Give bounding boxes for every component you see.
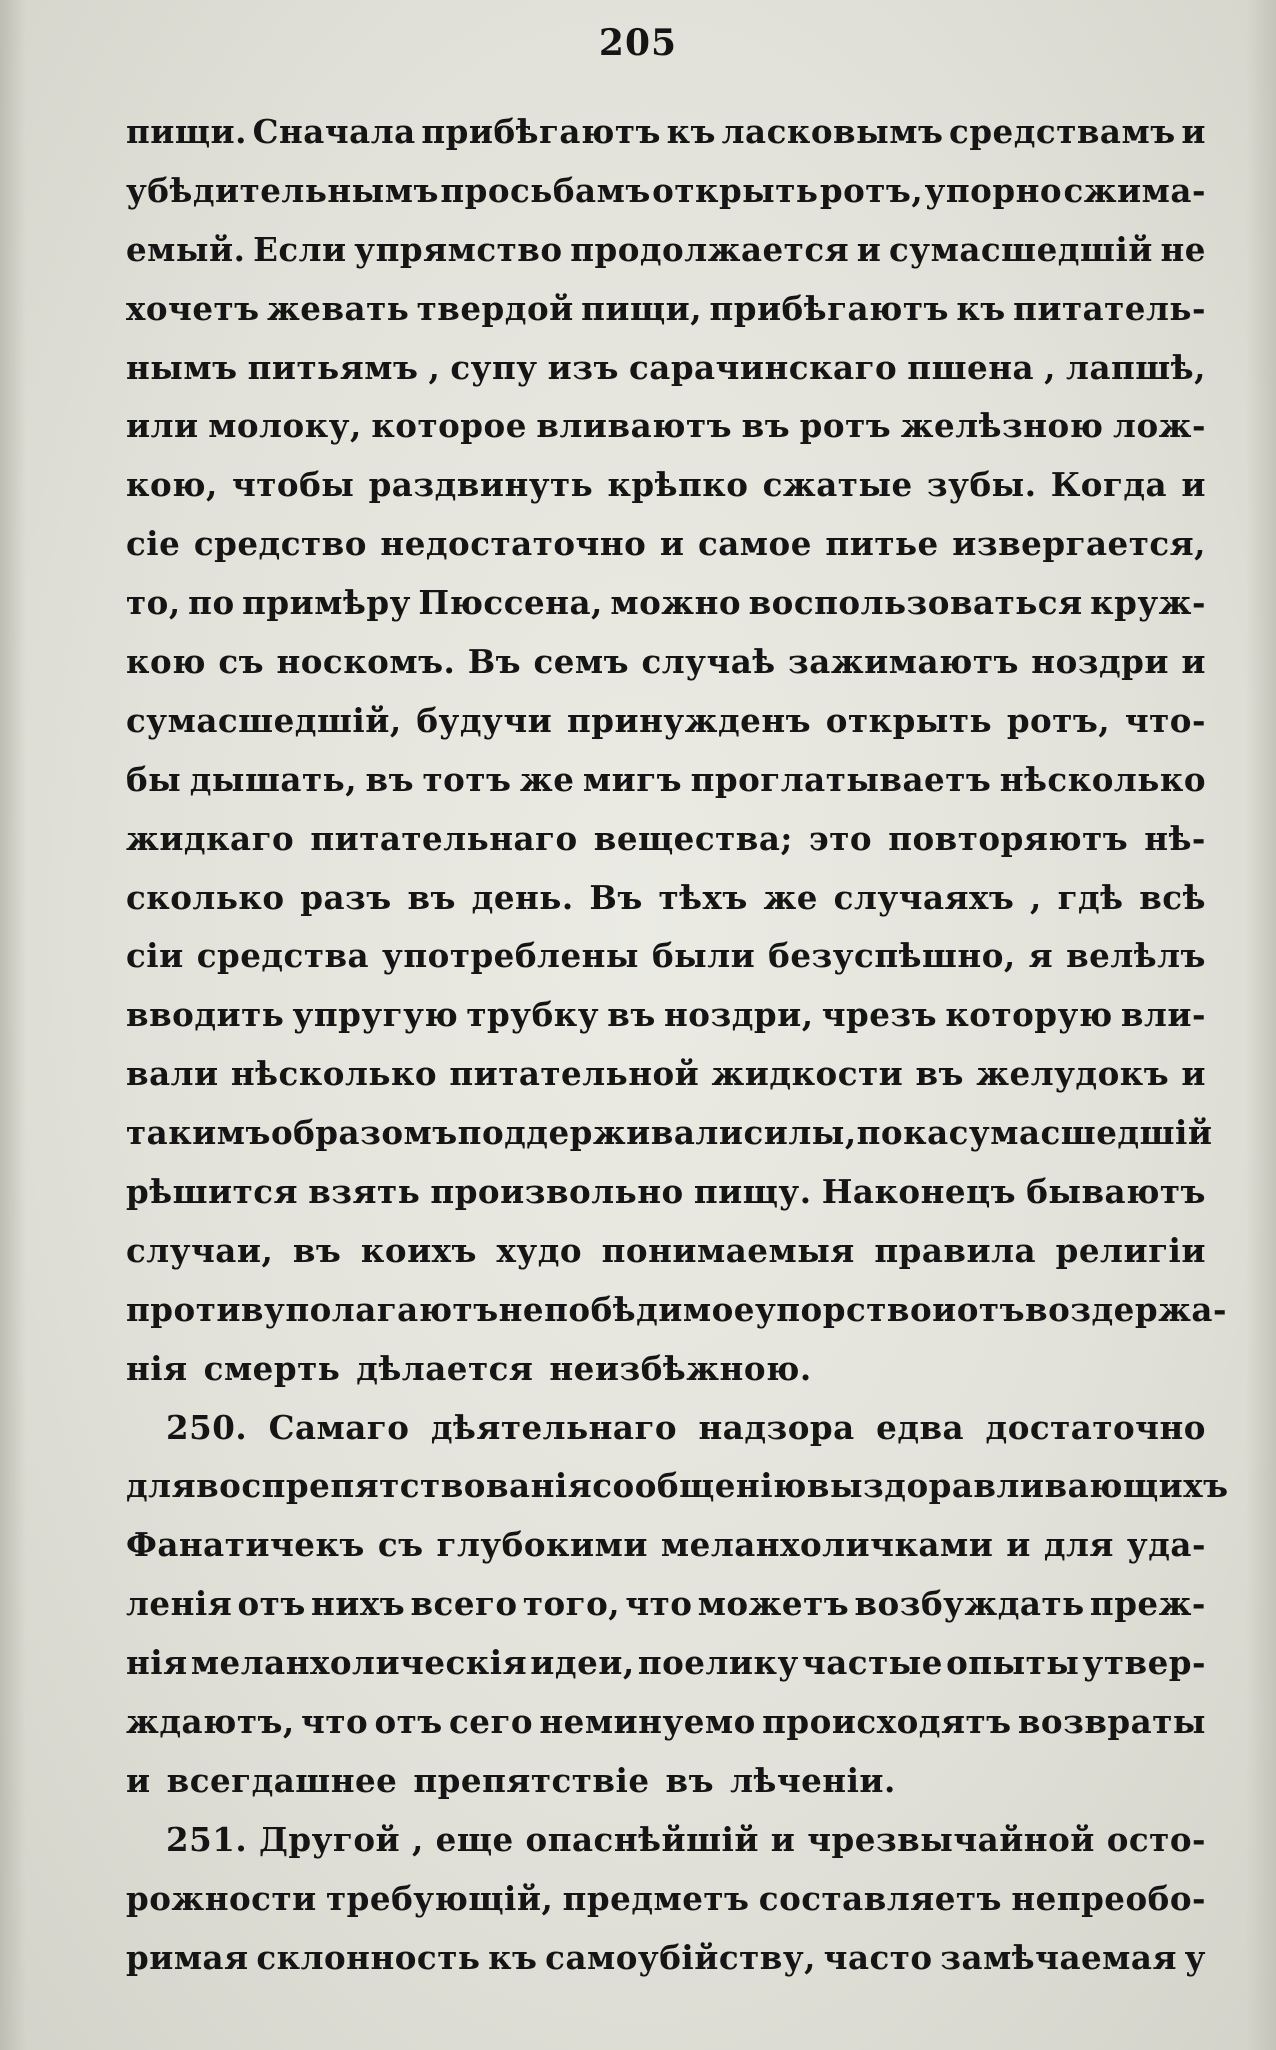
word: отъ — [956, 1289, 1025, 1329]
word: и — [932, 1289, 957, 1329]
word: рѣшится — [126, 1172, 299, 1212]
word: непобѣдимое — [498, 1289, 755, 1329]
word: дышать, — [189, 759, 358, 799]
word: и — [659, 524, 685, 564]
word: идеи, — [530, 1643, 635, 1683]
text-line — [126, 1938, 1206, 1997]
word: происходятъ — [762, 1702, 1012, 1742]
word: сіи — [126, 936, 184, 976]
word: гдѣ — [1057, 877, 1124, 917]
word: нихъ — [311, 1584, 406, 1624]
text-line — [126, 1289, 1227, 1349]
word: понимаемыя — [601, 1230, 855, 1270]
text-line — [126, 1525, 1206, 1584]
word: нымъ — [126, 347, 238, 387]
word: пищи. — [126, 112, 247, 151]
word: кою — [126, 642, 206, 682]
word: открыть — [652, 170, 819, 210]
word: у — [1184, 1937, 1206, 1977]
word: составляетъ — [758, 1878, 1002, 1918]
word: можетъ — [697, 1584, 850, 1624]
word: , — [1030, 877, 1042, 917]
word: и — [856, 229, 882, 269]
word: же — [519, 759, 575, 799]
word: по — [188, 583, 235, 623]
word: въ — [607, 995, 656, 1035]
word: питьямъ — [247, 347, 419, 387]
word: были — [651, 936, 756, 976]
word: и — [1006, 1525, 1031, 1565]
word: которую — [945, 995, 1113, 1035]
word: хочетъ — [126, 288, 260, 328]
word: нѣ- — [1144, 818, 1206, 858]
word: къ — [488, 1937, 538, 1977]
word: сколько — [126, 877, 285, 917]
word: еще — [435, 1819, 514, 1859]
word: жидкости — [711, 1054, 904, 1094]
word: твердой — [416, 288, 574, 328]
word: лѣченіи. — [730, 1760, 896, 1800]
word: требующій, — [326, 1878, 554, 1918]
word: въ — [665, 1760, 715, 1800]
word: религіи — [1055, 1230, 1206, 1270]
word: неминуемо — [539, 1702, 756, 1742]
word: и — [126, 1760, 151, 1800]
word: которое — [371, 406, 527, 446]
word: бы — [126, 759, 182, 799]
word: будучи — [416, 700, 553, 740]
word: продолжается — [570, 229, 850, 269]
word: я — [1028, 936, 1054, 976]
word: лапшѣ, — [1066, 347, 1206, 387]
word: отъ — [374, 1702, 443, 1742]
text-line — [126, 1761, 1206, 1820]
word: глубокими — [436, 1525, 648, 1565]
word: склонность — [256, 1937, 481, 1977]
word: взять — [308, 1172, 421, 1212]
word: дѣятельнаго — [430, 1407, 678, 1447]
word: всѣ — [1139, 877, 1206, 917]
text-line — [126, 1408, 1206, 1467]
word: выздоравливающихъ — [806, 1466, 1229, 1506]
word: для — [1043, 1525, 1114, 1565]
word: тотъ — [422, 759, 512, 799]
word: частые — [801, 1643, 943, 1683]
word: пока — [856, 1113, 949, 1153]
word: такимъ — [126, 1113, 271, 1153]
word: упорство — [754, 1289, 933, 1329]
word: семъ — [533, 642, 630, 682]
text-line — [126, 1466, 1229, 1525]
text-line — [126, 1879, 1206, 1938]
word: непреобо- — [1011, 1878, 1206, 1918]
word: силы, — [743, 1113, 857, 1153]
word: поддерживали — [457, 1113, 744, 1153]
word: препятствіе — [413, 1760, 650, 1800]
word: Пюссена, — [418, 583, 603, 623]
word: жидкаго — [126, 818, 295, 858]
word: же — [763, 877, 818, 917]
word: Самаго — [268, 1407, 410, 1447]
text-line — [126, 1113, 1213, 1172]
word: или — [126, 406, 199, 446]
text-line — [126, 936, 1206, 995]
word: день. — [471, 877, 574, 917]
word: молоку, — [208, 406, 362, 446]
text-line — [126, 1349, 1206, 1408]
text-line — [126, 348, 1206, 407]
word: коихъ — [360, 1230, 477, 1270]
text-line — [126, 230, 1206, 289]
word: емый. — [126, 229, 246, 269]
word: и — [1181, 1054, 1206, 1094]
word: принужденъ — [566, 700, 812, 740]
word: тѣхъ — [658, 877, 748, 917]
word: трубку — [466, 995, 600, 1035]
word: римая — [126, 1937, 249, 1977]
text-line — [126, 1643, 1206, 1702]
word: Когда — [1050, 465, 1168, 505]
word: употреблены — [382, 936, 639, 976]
text-line — [126, 1231, 1206, 1290]
text-line — [126, 995, 1206, 1054]
word: ноздри, — [664, 995, 814, 1035]
word: сжатые — [762, 465, 913, 505]
word: вливаютъ — [536, 406, 733, 446]
text-line — [126, 642, 1206, 701]
word: нѣсколько — [999, 759, 1206, 799]
word: желѣзною — [900, 406, 1104, 446]
word: просьбамъ — [440, 170, 651, 210]
word: прибѣгаютъ — [709, 288, 949, 328]
word: и — [1181, 465, 1206, 505]
word: Если — [253, 229, 347, 269]
word: упругую — [292, 995, 459, 1035]
word: повторяютъ — [888, 818, 1129, 858]
word: Другой — [259, 1819, 401, 1859]
word: ждаютъ, — [126, 1702, 295, 1742]
word: воспользоваться — [748, 583, 1083, 623]
text-line — [126, 406, 1206, 465]
word: изъ — [547, 347, 619, 387]
word: упорно — [924, 170, 1063, 210]
word: сіе — [126, 524, 181, 564]
word: сарачинскаго — [628, 347, 898, 387]
word: что — [625, 1584, 693, 1624]
body-text — [126, 112, 1229, 1997]
text-line — [126, 583, 1206, 642]
word: велѣлъ — [1066, 936, 1206, 976]
word: правила — [874, 1230, 1037, 1270]
word: 251. — [166, 1819, 248, 1859]
word: воспрепятствованія — [196, 1466, 593, 1506]
word: питательной — [449, 1054, 700, 1094]
word: Наконецъ — [821, 1172, 1017, 1212]
scan-shadow-left — [0, 0, 26, 2050]
word: жевать — [266, 288, 410, 328]
word: средство — [193, 524, 367, 564]
word: отъ — [237, 1584, 306, 1624]
text-line — [126, 524, 1206, 583]
word: и — [1181, 112, 1206, 151]
word: носкомъ. — [276, 642, 456, 682]
word: желудокъ — [976, 1054, 1170, 1094]
word: сжима- — [1063, 170, 1206, 210]
word: меланхолическія — [190, 1643, 528, 1683]
word: и — [1181, 642, 1206, 682]
word: ротъ, — [819, 170, 924, 210]
word: дѣлается — [356, 1348, 534, 1388]
text-line — [126, 171, 1206, 230]
word: это — [809, 818, 873, 858]
page-number: 205 — [598, 22, 678, 64]
word: утвер- — [1082, 1643, 1206, 1683]
text-line — [126, 1820, 1206, 1879]
word: для — [126, 1466, 197, 1506]
word: чтобы — [232, 465, 355, 505]
word: что- — [1124, 700, 1206, 740]
word: вали — [126, 1054, 219, 1094]
word: часто — [823, 1937, 933, 1977]
text-line — [126, 465, 1206, 524]
text-line — [126, 819, 1206, 878]
word: чрезвычайной — [807, 1819, 1095, 1859]
word: самое — [697, 524, 812, 564]
word: сумасшедшій, — [126, 700, 402, 740]
word: прибѣгаютъ — [421, 112, 661, 151]
word: случаи, — [126, 1230, 274, 1270]
word: въ — [407, 877, 456, 917]
word: крѣпко — [607, 465, 749, 505]
word: убѣдительнымъ — [126, 170, 439, 210]
word: зубы. — [926, 465, 1037, 505]
word: самоубійству, — [545, 1937, 816, 1977]
word: разъ — [300, 877, 392, 917]
word: бываютъ — [1026, 1172, 1206, 1212]
word: ротъ, — [1006, 700, 1111, 740]
word: упрямство — [354, 229, 563, 269]
word: открыть — [825, 700, 993, 740]
word: уда- — [1126, 1525, 1206, 1565]
word: къ — [666, 112, 716, 151]
word: извергается, — [952, 524, 1206, 564]
word: образомъ — [270, 1113, 458, 1153]
word: нія — [126, 1348, 188, 1388]
word: въ — [741, 406, 791, 446]
word: Сначала — [252, 112, 416, 151]
word: смерть — [203, 1348, 341, 1388]
word: опыты — [946, 1643, 1080, 1683]
word: можно — [610, 583, 742, 623]
text-line — [126, 701, 1206, 760]
word: возбуждать — [854, 1584, 1085, 1624]
word: едва — [876, 1407, 965, 1447]
word: Въ — [589, 877, 643, 917]
word: зажимаютъ — [788, 642, 1019, 682]
word: питательнаго — [310, 818, 578, 858]
word: мигъ — [582, 759, 683, 799]
word: противуполагаютъ — [126, 1289, 499, 1329]
word: къ — [956, 288, 1006, 328]
word: преж- — [1089, 1584, 1206, 1624]
text-line — [126, 1172, 1206, 1231]
word: неизбѣжною. — [549, 1348, 812, 1388]
text-line — [126, 1584, 1206, 1643]
word: рожности — [126, 1878, 317, 1918]
word: раздвинуть — [368, 465, 594, 505]
word: вещества; — [593, 818, 793, 858]
word: лож- — [1113, 406, 1206, 446]
word: ноздри — [1031, 642, 1169, 682]
word: осто- — [1106, 1819, 1206, 1859]
word: худо — [496, 1230, 583, 1270]
word: средствамъ — [949, 112, 1176, 151]
word: кою, — [126, 465, 218, 505]
word: , — [411, 1819, 424, 1859]
word: нѣсколько — [230, 1054, 438, 1094]
word: случаяхъ — [833, 877, 1015, 917]
word: замѣчаемая — [940, 1937, 1177, 1977]
word: средства — [196, 936, 370, 976]
word: безуспѣшно, — [768, 936, 1016, 976]
word: поелику — [637, 1643, 799, 1683]
word: всего — [410, 1584, 518, 1624]
word: то, — [126, 583, 181, 623]
word: питье — [825, 524, 939, 564]
word: нія — [126, 1643, 188, 1683]
word: недостаточно — [380, 524, 647, 564]
word: въ — [365, 759, 415, 799]
word: того, — [522, 1584, 621, 1624]
word: надзора — [698, 1407, 855, 1447]
word: примѣру — [242, 583, 411, 623]
word: меланхоличками — [660, 1525, 994, 1565]
word: возвраты — [1017, 1702, 1206, 1742]
word: что — [301, 1702, 369, 1742]
word: супу — [450, 347, 538, 387]
word: Въ — [467, 642, 522, 682]
text-line — [126, 1702, 1206, 1761]
word: , — [428, 347, 441, 387]
scan-shadow-right — [1246, 0, 1276, 2050]
word: Фанатичекъ — [126, 1525, 365, 1565]
word: пищу. — [693, 1172, 812, 1212]
word: ленія — [126, 1584, 233, 1624]
word: сего — [449, 1702, 534, 1742]
word: случаѣ — [641, 642, 776, 682]
word: чрезъ — [821, 995, 938, 1035]
word: пищи, — [581, 288, 703, 328]
word: вводить — [126, 995, 285, 1035]
word: воздержа- — [1025, 1289, 1227, 1329]
word: не — [1160, 229, 1206, 269]
word: въ — [915, 1054, 964, 1094]
word: ротъ — [799, 406, 892, 446]
text-line — [126, 1054, 1206, 1113]
word: предметъ — [562, 1878, 750, 1918]
word: произвольно — [430, 1172, 684, 1212]
word: ласковымъ — [721, 112, 944, 151]
text-line — [126, 760, 1206, 819]
word: вли- — [1120, 995, 1206, 1035]
word: съ — [377, 1525, 424, 1565]
text-line — [126, 289, 1206, 348]
word: пшена — [907, 347, 1035, 387]
text-line — [126, 878, 1206, 937]
text-line — [126, 112, 1206, 171]
word: сумасшедшій — [889, 229, 1153, 269]
word: опаснѣйшій — [525, 1819, 759, 1859]
word: въ — [292, 1230, 342, 1270]
word: съ — [218, 642, 265, 682]
word: круж- — [1090, 583, 1206, 623]
word: достаточно — [985, 1407, 1206, 1447]
word: сумасшедшій — [948, 1113, 1213, 1153]
word: и — [770, 1819, 796, 1859]
word: всегдашнее — [166, 1760, 398, 1800]
word: проглатываетъ — [690, 759, 992, 799]
word: сообщенію — [592, 1466, 807, 1506]
word: , — [1044, 347, 1056, 387]
word: питатель- — [1013, 288, 1206, 328]
word: 250. — [166, 1407, 248, 1447]
